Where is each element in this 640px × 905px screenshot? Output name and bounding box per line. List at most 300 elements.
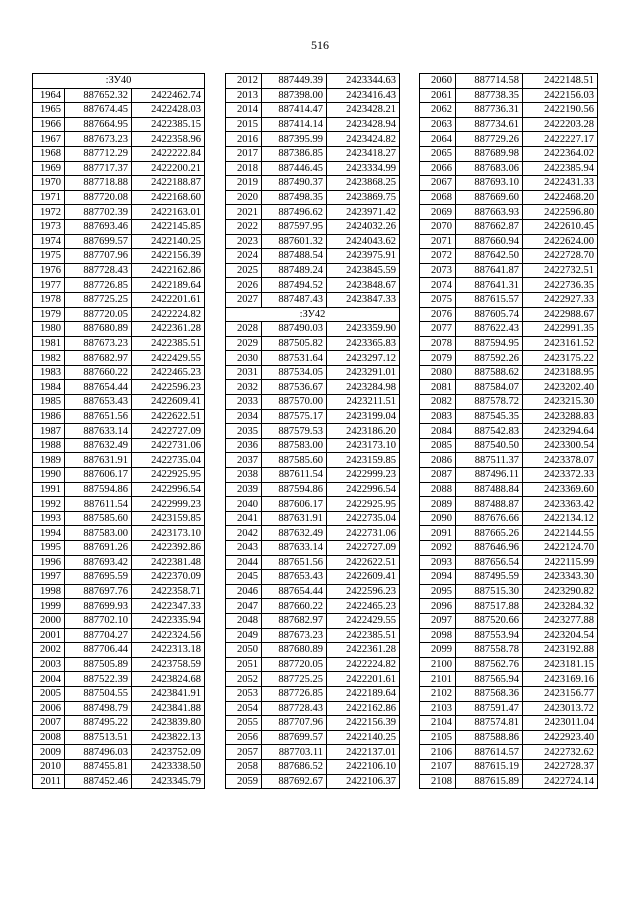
point-number: 2067 xyxy=(420,176,456,191)
point-number: 2002 xyxy=(33,643,65,658)
point-number: 2017 xyxy=(226,146,262,161)
point-number: 2090 xyxy=(420,511,456,526)
table-row xyxy=(420,161,598,176)
y-coordinate: 2422727.09 xyxy=(327,541,400,556)
y-coordinate: 2423156.77 xyxy=(523,686,598,701)
table-row xyxy=(226,117,400,132)
y-coordinate: 2423424.82 xyxy=(327,132,400,147)
point-number: 2108 xyxy=(420,774,456,789)
x-coordinate: 887562.76 xyxy=(456,657,523,672)
table-row xyxy=(33,380,205,395)
y-coordinate: 2422134.12 xyxy=(523,511,598,526)
x-coordinate: 887632.49 xyxy=(262,526,327,541)
point-number: 2027 xyxy=(226,292,262,307)
y-coordinate: 2423845.59 xyxy=(327,263,400,278)
table-row xyxy=(33,176,205,191)
table-row xyxy=(420,628,598,643)
x-coordinate: 887720.08 xyxy=(65,190,132,205)
y-coordinate: 2423169.16 xyxy=(523,672,598,687)
x-coordinate: 887728.43 xyxy=(262,701,327,716)
x-coordinate: 887496.11 xyxy=(456,468,523,483)
table-row xyxy=(33,774,205,789)
point-number: 2095 xyxy=(420,584,456,599)
y-coordinate: 2423841.91 xyxy=(132,686,205,701)
y-coordinate: 2423365.83 xyxy=(327,336,400,351)
y-coordinate: 2423173.10 xyxy=(327,438,400,453)
table-row xyxy=(420,205,598,220)
x-coordinate: 887660.22 xyxy=(65,365,132,380)
table-row xyxy=(33,511,205,526)
point-number: 2096 xyxy=(420,599,456,614)
table-row xyxy=(33,584,205,599)
y-coordinate: 2422735.04 xyxy=(327,511,400,526)
table-row xyxy=(226,745,400,760)
page-number: 516 xyxy=(311,38,329,52)
table-row xyxy=(226,365,400,380)
table-row xyxy=(33,103,205,118)
table-row xyxy=(420,599,598,614)
x-coordinate: 887504.55 xyxy=(65,686,132,701)
y-coordinate: 2423011.04 xyxy=(523,716,598,731)
y-coordinate: 2423428.94 xyxy=(327,117,400,132)
point-number: 1994 xyxy=(33,526,65,541)
y-coordinate: 2423297.12 xyxy=(327,351,400,366)
table-row xyxy=(226,88,400,103)
point-number: 1985 xyxy=(33,395,65,410)
point-number: 2050 xyxy=(226,643,262,658)
x-coordinate: 887693.10 xyxy=(456,176,523,191)
x-coordinate: 887654.44 xyxy=(262,584,327,599)
y-coordinate: 2423428.21 xyxy=(327,103,400,118)
table-row xyxy=(226,657,400,672)
table-row xyxy=(33,599,205,614)
point-number: 1964 xyxy=(33,88,65,103)
y-coordinate: 2422596.80 xyxy=(523,205,598,220)
table-row xyxy=(33,482,205,497)
x-coordinate: 887660.22 xyxy=(262,599,327,614)
table-row xyxy=(420,584,598,599)
table-row xyxy=(420,322,598,337)
point-number: 1971 xyxy=(33,190,65,205)
y-coordinate: 2422145.85 xyxy=(132,219,205,234)
x-coordinate: 887489.24 xyxy=(262,263,327,278)
point-number: 1970 xyxy=(33,176,65,191)
y-coordinate: 2423824.68 xyxy=(132,672,205,687)
y-coordinate: 2422162.86 xyxy=(132,263,205,278)
x-coordinate: 887583.00 xyxy=(262,438,327,453)
point-number: 2040 xyxy=(226,497,262,512)
table-row xyxy=(226,409,400,424)
x-coordinate: 887494.52 xyxy=(262,278,327,293)
y-coordinate: 2423175.22 xyxy=(523,351,598,366)
point-number: 2106 xyxy=(420,745,456,760)
point-number: 2052 xyxy=(226,672,262,687)
point-number: 2094 xyxy=(420,570,456,585)
x-coordinate: 887488.84 xyxy=(456,482,523,497)
y-coordinate: 2422991.35 xyxy=(523,322,598,337)
point-number: 1995 xyxy=(33,541,65,556)
point-number: 2039 xyxy=(226,482,262,497)
point-number: 2037 xyxy=(226,453,262,468)
point-number: 1990 xyxy=(33,468,65,483)
y-coordinate: 2422988.67 xyxy=(523,307,598,322)
table-row xyxy=(33,628,205,643)
y-coordinate: 2422735.04 xyxy=(132,453,205,468)
point-number: 2085 xyxy=(420,438,456,453)
x-coordinate: 887691.26 xyxy=(65,541,132,556)
table-row xyxy=(226,482,400,497)
y-coordinate: 2423181.15 xyxy=(523,657,598,672)
point-number: 2028 xyxy=(226,322,262,337)
x-coordinate: 887614.57 xyxy=(456,745,523,760)
table-row xyxy=(226,263,400,278)
point-number: 1984 xyxy=(33,380,65,395)
table-row xyxy=(33,438,205,453)
point-number: 2054 xyxy=(226,701,262,716)
y-coordinate: 2422361.28 xyxy=(327,643,400,658)
point-number: 2083 xyxy=(420,409,456,424)
table-row xyxy=(33,686,205,701)
x-coordinate: 887517.88 xyxy=(456,599,523,614)
y-coordinate: 2422736.35 xyxy=(523,278,598,293)
x-coordinate: 887498.35 xyxy=(262,190,327,205)
x-coordinate: 887545.35 xyxy=(456,409,523,424)
x-coordinate: 887712.29 xyxy=(65,146,132,161)
y-coordinate: 2423869.75 xyxy=(327,190,400,205)
y-coordinate: 2422156.39 xyxy=(132,249,205,264)
x-coordinate: 887699.57 xyxy=(65,234,132,249)
table-row xyxy=(420,643,598,658)
point-number: 1997 xyxy=(33,570,65,585)
section-header-row xyxy=(226,307,400,322)
point-number: 2072 xyxy=(420,249,456,264)
table-row xyxy=(420,351,598,366)
y-coordinate: 2422731.06 xyxy=(132,438,205,453)
point-number: 2034 xyxy=(226,409,262,424)
point-number: 2004 xyxy=(33,672,65,687)
x-coordinate: 887631.91 xyxy=(65,453,132,468)
y-coordinate: 2422624.00 xyxy=(523,234,598,249)
point-number: 2084 xyxy=(420,424,456,439)
table-row xyxy=(33,146,205,161)
x-coordinate: 887642.50 xyxy=(456,249,523,264)
table-row xyxy=(33,541,205,556)
table-row xyxy=(226,570,400,585)
point-number: 2100 xyxy=(420,657,456,672)
x-coordinate: 887601.32 xyxy=(262,234,327,249)
table-row xyxy=(226,161,400,176)
y-coordinate: 2422596.23 xyxy=(132,380,205,395)
point-number: 2046 xyxy=(226,584,262,599)
point-number: 1966 xyxy=(33,117,65,132)
x-coordinate: 887575.17 xyxy=(262,409,327,424)
x-coordinate: 887534.05 xyxy=(262,365,327,380)
x-coordinate: 887738.35 xyxy=(456,88,523,103)
table-row xyxy=(420,497,598,512)
y-coordinate: 2423284.98 xyxy=(327,380,400,395)
x-coordinate: 887646.96 xyxy=(456,541,523,556)
point-number: 1967 xyxy=(33,132,65,147)
table-row xyxy=(226,380,400,395)
y-coordinate: 2423188.95 xyxy=(523,365,598,380)
x-coordinate: 887693.42 xyxy=(65,555,132,570)
y-coordinate: 2423841.88 xyxy=(132,701,205,716)
table-row xyxy=(420,74,598,89)
x-coordinate: 887663.93 xyxy=(456,205,523,220)
table-row xyxy=(226,613,400,628)
table-row xyxy=(420,278,598,293)
y-coordinate: 2422429.55 xyxy=(327,613,400,628)
x-coordinate: 887615.19 xyxy=(456,759,523,774)
point-number: 2048 xyxy=(226,613,262,628)
table-row xyxy=(33,657,205,672)
table-row xyxy=(420,526,598,541)
y-coordinate: 2423363.42 xyxy=(523,497,598,512)
point-number: 2015 xyxy=(226,117,262,132)
y-coordinate: 2423159.85 xyxy=(132,511,205,526)
table-row xyxy=(33,613,205,628)
y-coordinate: 2422468.20 xyxy=(523,190,598,205)
x-coordinate: 887699.57 xyxy=(262,730,327,745)
x-coordinate: 887660.94 xyxy=(456,234,523,249)
point-number: 2080 xyxy=(420,365,456,380)
y-coordinate: 2422115.99 xyxy=(523,555,598,570)
y-coordinate: 2422429.55 xyxy=(132,351,205,366)
x-coordinate: 887496.03 xyxy=(65,745,132,760)
x-coordinate: 887728.43 xyxy=(65,263,132,278)
point-number: 2076 xyxy=(420,307,456,322)
y-coordinate: 2423343.30 xyxy=(523,570,598,585)
y-coordinate: 2422925.95 xyxy=(327,497,400,512)
point-number: 2041 xyxy=(226,511,262,526)
point-number: 1969 xyxy=(33,161,65,176)
point-number: 2061 xyxy=(420,88,456,103)
y-coordinate: 2422622.51 xyxy=(132,409,205,424)
table-row xyxy=(420,176,598,191)
x-coordinate: 887720.05 xyxy=(65,307,132,322)
y-coordinate: 2423284.32 xyxy=(523,599,598,614)
x-coordinate: 887490.37 xyxy=(262,176,327,191)
point-number: 2051 xyxy=(226,657,262,672)
x-coordinate: 887683.06 xyxy=(456,161,523,176)
x-coordinate: 887414.47 xyxy=(262,103,327,118)
point-number: 1968 xyxy=(33,146,65,161)
x-coordinate: 887718.88 xyxy=(65,176,132,191)
table-row xyxy=(226,132,400,147)
table-row xyxy=(226,292,400,307)
x-coordinate: 887632.49 xyxy=(65,438,132,453)
y-coordinate: 2422385.51 xyxy=(327,628,400,643)
y-coordinate: 2423847.33 xyxy=(327,292,400,307)
point-number: 1972 xyxy=(33,205,65,220)
table-row xyxy=(33,468,205,483)
y-coordinate: 2422925.95 xyxy=(132,468,205,483)
point-number: 2006 xyxy=(33,701,65,716)
y-coordinate: 2422381.48 xyxy=(132,555,205,570)
x-coordinate: 887707.96 xyxy=(262,716,327,731)
table-row xyxy=(420,541,598,556)
point-number: 2035 xyxy=(226,424,262,439)
x-coordinate: 887611.54 xyxy=(262,468,327,483)
x-coordinate: 887725.25 xyxy=(262,672,327,687)
point-number: 2016 xyxy=(226,132,262,147)
y-coordinate: 2422465.23 xyxy=(132,365,205,380)
point-number: 2021 xyxy=(226,205,262,220)
table-row xyxy=(226,219,400,234)
y-coordinate: 2422428.03 xyxy=(132,103,205,118)
table-row xyxy=(226,351,400,366)
y-coordinate: 2422203.28 xyxy=(523,117,598,132)
point-number: 1983 xyxy=(33,365,65,380)
y-coordinate: 2423338.50 xyxy=(132,759,205,774)
x-coordinate: 887682.97 xyxy=(262,613,327,628)
x-coordinate: 887553.94 xyxy=(456,628,523,643)
x-coordinate: 887686.52 xyxy=(262,759,327,774)
x-coordinate: 887714.58 xyxy=(456,74,523,89)
y-coordinate: 2423277.88 xyxy=(523,613,598,628)
table-row xyxy=(420,249,598,264)
section-title: :ЗУ42 xyxy=(226,307,400,322)
point-number: 1986 xyxy=(33,409,65,424)
point-number: 2045 xyxy=(226,570,262,585)
x-coordinate: 887536.67 xyxy=(262,380,327,395)
table-row xyxy=(33,365,205,380)
point-number: 2007 xyxy=(33,716,65,731)
table-row xyxy=(33,205,205,220)
x-coordinate: 887446.45 xyxy=(262,161,327,176)
x-coordinate: 887578.72 xyxy=(456,395,523,410)
table-row xyxy=(33,745,205,760)
y-coordinate: 2423202.40 xyxy=(523,380,598,395)
point-number: 2012 xyxy=(226,74,262,89)
table-row xyxy=(226,628,400,643)
point-number: 1998 xyxy=(33,584,65,599)
table-row xyxy=(33,278,205,293)
point-number: 2066 xyxy=(420,161,456,176)
point-number: 2092 xyxy=(420,541,456,556)
point-number: 1979 xyxy=(33,307,65,322)
y-coordinate: 2422224.82 xyxy=(327,657,400,672)
table-row xyxy=(420,438,598,453)
x-coordinate: 887515.30 xyxy=(456,584,523,599)
table-row xyxy=(33,409,205,424)
table-row xyxy=(33,555,205,570)
point-number: 2078 xyxy=(420,336,456,351)
point-number: 2107 xyxy=(420,759,456,774)
point-number: 2105 xyxy=(420,730,456,745)
coordinates-table-left xyxy=(32,73,205,789)
point-number: 2098 xyxy=(420,628,456,643)
x-coordinate: 887641.87 xyxy=(456,263,523,278)
y-coordinate: 2422385.15 xyxy=(132,117,205,132)
y-coordinate: 2422106.10 xyxy=(327,759,400,774)
y-coordinate: 2423971.42 xyxy=(327,205,400,220)
table-row xyxy=(420,365,598,380)
point-number: 2003 xyxy=(33,657,65,672)
y-coordinate: 2423161.52 xyxy=(523,336,598,351)
x-coordinate: 887662.87 xyxy=(456,219,523,234)
table-row xyxy=(226,468,400,483)
table-row xyxy=(420,292,598,307)
point-number: 2009 xyxy=(33,745,65,760)
x-coordinate: 887622.43 xyxy=(456,322,523,337)
point-number: 2024 xyxy=(226,249,262,264)
x-coordinate: 887570.00 xyxy=(262,395,327,410)
x-coordinate: 887574.81 xyxy=(456,716,523,731)
table-row xyxy=(33,322,205,337)
y-coordinate: 2423204.54 xyxy=(523,628,598,643)
x-coordinate: 887488.87 xyxy=(456,497,523,512)
x-coordinate: 887726.85 xyxy=(65,278,132,293)
table-row xyxy=(226,701,400,716)
table-row xyxy=(420,774,598,789)
table-row xyxy=(33,453,205,468)
x-coordinate: 887704.27 xyxy=(65,628,132,643)
point-number: 2000 xyxy=(33,613,65,628)
y-coordinate: 2423344.63 xyxy=(327,74,400,89)
x-coordinate: 887674.45 xyxy=(65,103,132,118)
x-coordinate: 887726.85 xyxy=(262,686,327,701)
x-coordinate: 887511.37 xyxy=(456,453,523,468)
x-coordinate: 887693.46 xyxy=(65,219,132,234)
x-coordinate: 887558.78 xyxy=(456,643,523,658)
point-number: 2029 xyxy=(226,336,262,351)
point-number: 1988 xyxy=(33,438,65,453)
table-row xyxy=(226,599,400,614)
table-row xyxy=(33,263,205,278)
x-coordinate: 887702.10 xyxy=(65,613,132,628)
point-number: 1965 xyxy=(33,103,65,118)
point-number: 2053 xyxy=(226,686,262,701)
x-coordinate: 887452.46 xyxy=(65,774,132,789)
point-number: 2033 xyxy=(226,395,262,410)
x-coordinate: 887631.91 xyxy=(262,511,327,526)
point-number: 1978 xyxy=(33,292,65,307)
y-coordinate: 2422462.74 xyxy=(132,88,205,103)
x-coordinate: 887611.54 xyxy=(65,497,132,512)
x-coordinate: 887676.66 xyxy=(456,511,523,526)
point-number: 2013 xyxy=(226,88,262,103)
point-number: 2093 xyxy=(420,555,456,570)
y-coordinate: 2422358.96 xyxy=(132,132,205,147)
y-coordinate: 2422609.41 xyxy=(132,395,205,410)
point-number: 2075 xyxy=(420,292,456,307)
point-number: 2011 xyxy=(33,774,65,789)
x-coordinate: 887689.98 xyxy=(456,146,523,161)
y-coordinate: 2422144.55 xyxy=(523,526,598,541)
x-coordinate: 887513.51 xyxy=(65,730,132,745)
table-row xyxy=(420,190,598,205)
table-row xyxy=(420,234,598,249)
y-coordinate: 2423013.72 xyxy=(523,701,598,716)
table-row xyxy=(420,117,598,132)
point-number: 2023 xyxy=(226,234,262,249)
y-coordinate: 2422190.56 xyxy=(523,103,598,118)
x-coordinate: 887398.00 xyxy=(262,88,327,103)
point-number: 1996 xyxy=(33,555,65,570)
table-row xyxy=(226,438,400,453)
y-coordinate: 2422927.33 xyxy=(523,292,598,307)
point-number: 2001 xyxy=(33,628,65,643)
x-coordinate: 887531.64 xyxy=(262,351,327,366)
table-row xyxy=(33,730,205,745)
x-coordinate: 887505.89 xyxy=(65,657,132,672)
x-coordinate: 887651.56 xyxy=(65,409,132,424)
y-coordinate: 2422999.23 xyxy=(132,497,205,512)
y-coordinate: 2423822.13 xyxy=(132,730,205,745)
y-coordinate: 2422156.39 xyxy=(327,716,400,731)
y-coordinate: 2422731.06 xyxy=(327,526,400,541)
